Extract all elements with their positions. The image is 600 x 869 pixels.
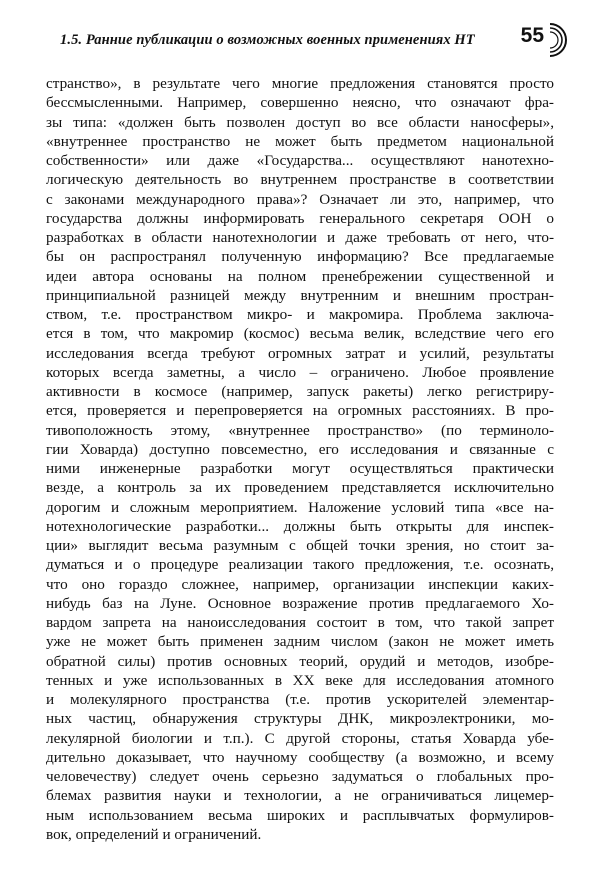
- text-line: и молекулярного пространства (т.е. против ускорителей элементар-: [46, 691, 554, 708]
- text-line: блемах развития науки и технологии, а не ограничиваться лицемер-: [46, 787, 554, 805]
- text-line: зы типа: «должен быть позволен доступ во все области наносферы»,: [46, 113, 554, 131]
- text-line: тенных и уже использованных в XX веке для исследования атомного: [46, 671, 554, 689]
- text-line: обратной силы) против основных теорий, орудий и методов, изобре-: [46, 652, 554, 670]
- text-line: вардом запрета на наноисследования состоит в том, что такой запрет: [46, 614, 554, 631]
- text-line: собственности» или даже «Государства... осуществляют нанотехно-: [46, 152, 554, 169]
- text-line: принципиальной разницей между внутренним и внешним простран-: [46, 286, 554, 304]
- text-line: дорогим и сложным мероприятием. Наложение условий типа «все на-: [46, 498, 554, 516]
- text-line: ними инженерные разработки могут осуществляться практически: [46, 460, 554, 477]
- page-number: 55: [520, 24, 544, 47]
- text-line: нибудь баз на Луне. Основное возражение против предлагаемого Хо-: [46, 594, 554, 612]
- text-line: нотехнологические разработки... должны быть открыты для инспек-: [46, 517, 554, 535]
- text-line: «внутреннее пространство не может быть предметом национальной: [46, 132, 554, 150]
- text-line: ется, проверяется и перепроверяется на огромных расстояниях. В про-: [46, 402, 554, 420]
- text-line: бессмысленными. Например, совершенно неясно, что означают фра-: [46, 94, 554, 112]
- text-line: что оно гораздо сложнее, например, организации инспекции каких-: [46, 575, 554, 593]
- text-line: уже не может быть применен задним числом (закон не может иметь: [46, 633, 554, 651]
- text-line: исследования всегда требуют огромных затрат и усилий, результаты: [46, 344, 554, 362]
- text-line: везде, а контроль за их проведением представляется исключительно: [46, 479, 554, 497]
- text-line: ных частиц, обнаружения структуры ДНК, микроэлектроники, мо-: [46, 710, 554, 728]
- text-line: государства должны информировать генерального секретаря ООН о: [46, 209, 554, 227]
- text-line: с законами международного права»? Означает ли это, например, что: [46, 190, 554, 208]
- text-line: вок, определений и ограничений.: [46, 825, 262, 843]
- running-head: 1.5. Ранние публикации о возможных военных применениях НТ: [60, 32, 475, 48]
- text-line: странство», в результате чего многие предложения становятся просто: [46, 75, 554, 92]
- text-line: лекулярной биологии и т.п.). С другой стороны, статья Ховарда убе-: [46, 729, 554, 747]
- text-line: ством, т.е. пространством микро- и макромира. Проблема заключа-: [46, 306, 554, 323]
- text-line: которых всегда заметны, а число – ограничено. Любое проявление: [46, 363, 554, 381]
- text-line: разработках в области нанотехнологии и даже требовать от него, что-: [46, 229, 554, 246]
- page-header: [60, 26, 570, 66]
- page-number-swirl-icon: [530, 20, 570, 60]
- text-line: гии Ховарда) доступно повсеместно, его исследования и связанные с: [46, 440, 554, 458]
- text-line: ным использованием весьма широких и расплывчатых формулиров-: [46, 806, 554, 824]
- text-line: думаться и о процедуре реализации такого предложения, т.е. осознать,: [46, 556, 554, 574]
- text-line: логическую деятельность во внутреннем пространстве в соответствии: [46, 171, 554, 189]
- text-line: тивоположность этому, «внутреннее пространство» (по терминоло-: [46, 421, 554, 439]
- text-line: ции» выглядит весьма разумным с общей точки зрения, но стоит за-: [46, 537, 554, 554]
- text-line: ется в том, что макромир (космос) весьма велик, вследствие чего его: [46, 325, 554, 343]
- text-line: бы он распространял полученную информацию? Все предлагаемые: [46, 248, 554, 266]
- text-line: идеи автора основаны на полном пренебрежении существенной и: [46, 267, 554, 285]
- text-line: активности в космосе (например, запуск ракеты) легко регистриру-: [46, 383, 554, 400]
- body-text: [46, 74, 554, 844]
- text-line: человечеству) следует очень серьезно задуматься о глобальных про-: [46, 768, 554, 785]
- text-line: дительно доказывает, что научному сообществу (а возможно, и всему: [46, 748, 554, 766]
